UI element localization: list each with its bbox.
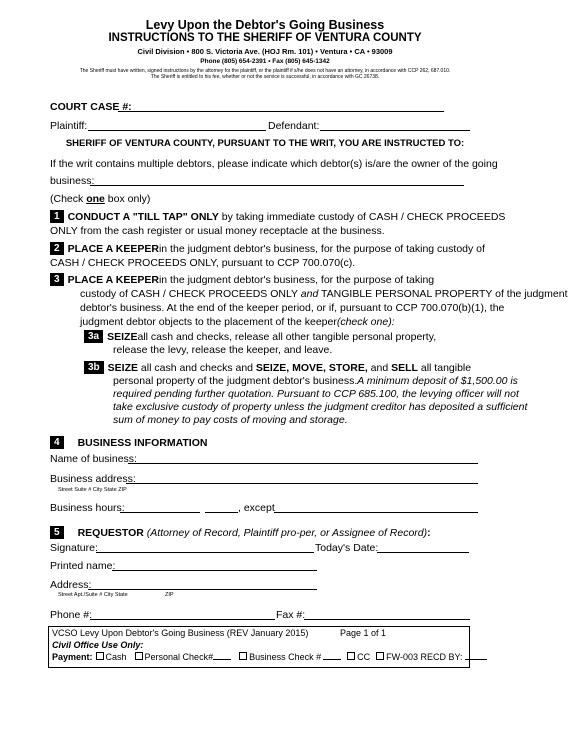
office-phone: Phone (805) 654-2391 • Fax (805) 645-1342 [200,58,330,65]
option-1-line-2: ONLY from the cash register or usual money receptacle at the business. [50,225,385,237]
phone-label: Phone #: [50,609,93,621]
option-3b-number: 3b [84,361,104,374]
phone-field[interactable] [90,619,275,620]
court-case-label: COURT CASE #: [50,101,132,113]
option-1-number: 1 [50,210,64,223]
signature-label: Signature: [50,542,98,554]
instructions-heading: SHERIFF OF VENTURA COUNTY, PURSUANT TO THE WRIT, YOU ARE INSTRUCTED TO: [65,138,465,149]
printed-name-label: Printed name: [50,560,116,572]
fee-notice: The Sheriff is entitled to his fee, whether or not the service is successful, in accordance with GC 26738. [150,74,380,80]
option-3b[interactable]: 3b SEIZE all cash and checks and SEIZE, MOVE, STORE, and SELL all tangible [84,361,471,375]
option-3-line-2: custody of CASH / CHECK PROCEEDS ONLY and TANGIBLE PERSONAL PROPERTY of the judgment [80,288,568,300]
business-hours-to-field[interactable] [205,512,238,513]
option-3-line-3: debtor's business. At the end of the keeper period, or if, pursuant to CCP 700.070(b)(1), the [80,302,505,314]
business-address-label: Business address: [50,473,136,485]
option-3a-line-2: release the levy, release the keeper, and leave. [113,344,333,356]
authority-notice: The Sheriff must have written, signed instructions by the attorney for the plaintiff, or the plaintiff if s/he does not have an attorney, in accordance with CCP 262, 687.010. [79,68,451,74]
section-4-number: 4 [50,436,64,449]
option-2-line-2: CASH / CHECK PROCEEDS ONLY, pursuant to CCP 700.070(c). [50,257,356,269]
payment-label: Payment: [52,652,93,662]
business-hours-from-field[interactable] [120,512,200,513]
except-label: , except [238,502,275,514]
payment-row: Payment: Cash Personal Check# Business Check # CC FW-003 RECD BY: [52,652,487,662]
requestor-heading: 5 REQUESTOR (Attorney of Record, Plaintiff pro-per, or Assignee of Record): [50,526,431,540]
option-3b-line-4: take exclusive custody of property unless the judgment creditor has deposited a sufficient [113,401,528,413]
signature-field[interactable] [96,552,314,553]
defendant-field[interactable] [320,130,470,131]
option-3-line-4: judgment debtor objects to the placement of the keeper(check one): [80,316,395,328]
business-hours-label: Business hours: [50,502,125,514]
option-3[interactable]: 3 PLACE A KEEPERin the judgment debtor's business, for the purpose of taking [50,273,434,287]
business-hours-except-field[interactable] [274,512,478,513]
requestor-address-label: Address: [50,579,92,591]
defendant-label: Defendant: [268,120,320,132]
form-id: VCSO Levy Upon Debtor's Going Business (REV January 2015) [52,628,309,638]
business-address-sublabel: Street Suite # City State ZIP [58,487,127,493]
office-use-label: Civil Office Use Only: [52,640,144,650]
option-3a[interactable]: 3a SEIZEall cash and checks, release all other tangible personal property, [84,330,436,344]
section-5-number: 5 [50,526,64,539]
multiple-debtors-text: If the writ contains multiple debtors, please indicate which debtor(s) is/are the owner of the going [50,158,498,170]
business-info-heading: 4 BUSINESS INFORMATION [50,436,207,450]
business-owner-field[interactable] [90,185,464,186]
option-2[interactable]: 2 PLACE A KEEPERin the judgment debtor's business, for the purpose of taking custody of [50,242,485,256]
business-check-checkbox[interactable] [239,652,247,660]
check-one-note: (Check one box only) [50,193,151,205]
option-3a-number: 3a [84,330,103,343]
cash-checkbox[interactable] [96,652,104,660]
option-3b-line-5: sum of money to pay costs of moving and storage. [113,414,348,426]
business-address-field[interactable] [126,483,478,484]
business-owner-label: business: [50,175,95,187]
fax-field[interactable] [304,619,470,620]
court-case-field[interactable] [118,111,444,112]
office-address: Civil Division • 800 S. Victoria Ave. (HOJ Rm. 101) • Ventura • CA • 93009 [137,47,393,56]
option-2-number: 2 [50,242,64,255]
business-name-label: Name of business: [50,453,137,465]
todays-date-field[interactable] [377,552,469,553]
fax-label: Fax #: [276,609,306,621]
plaintiff-label: Plaintiff: [50,120,88,132]
cc-checkbox[interactable] [347,652,355,660]
form-title: Levy Upon the Debtor's Going Business [145,18,385,32]
option-3-number: 3 [50,273,64,286]
requestor-address-field[interactable] [88,589,317,590]
page-number: Page 1 of 1 [340,628,387,638]
todays-date-label: Today's Date: [315,542,379,554]
fw-checkbox[interactable] [376,652,384,660]
option-3b-line-3: required pending further quotation. Pursuant to CCP 685.100, the levying officer will not [113,388,519,400]
option-1[interactable]: 1 CONDUCT A "TILL TAP" ONLY by taking immediate custody of CASH / CHECK PROCEEDS [50,210,505,224]
option-3b-line-2: personal property of the judgment debtor's business.A minimum deposit of $1,500.00 is [113,375,518,387]
printed-name-field[interactable] [112,570,317,571]
requestor-address-sublabel: Street Apt./Suite # City State [58,592,128,598]
business-name-field[interactable] [128,463,478,464]
requestor-address-zip-sublabel: ZIP [165,592,174,598]
personal-check-checkbox[interactable] [135,652,143,660]
plaintiff-field[interactable] [88,130,266,131]
form-subtitle: INSTRUCTIONS TO THE SHERIFF OF VENTURA COUNTY [108,32,422,44]
